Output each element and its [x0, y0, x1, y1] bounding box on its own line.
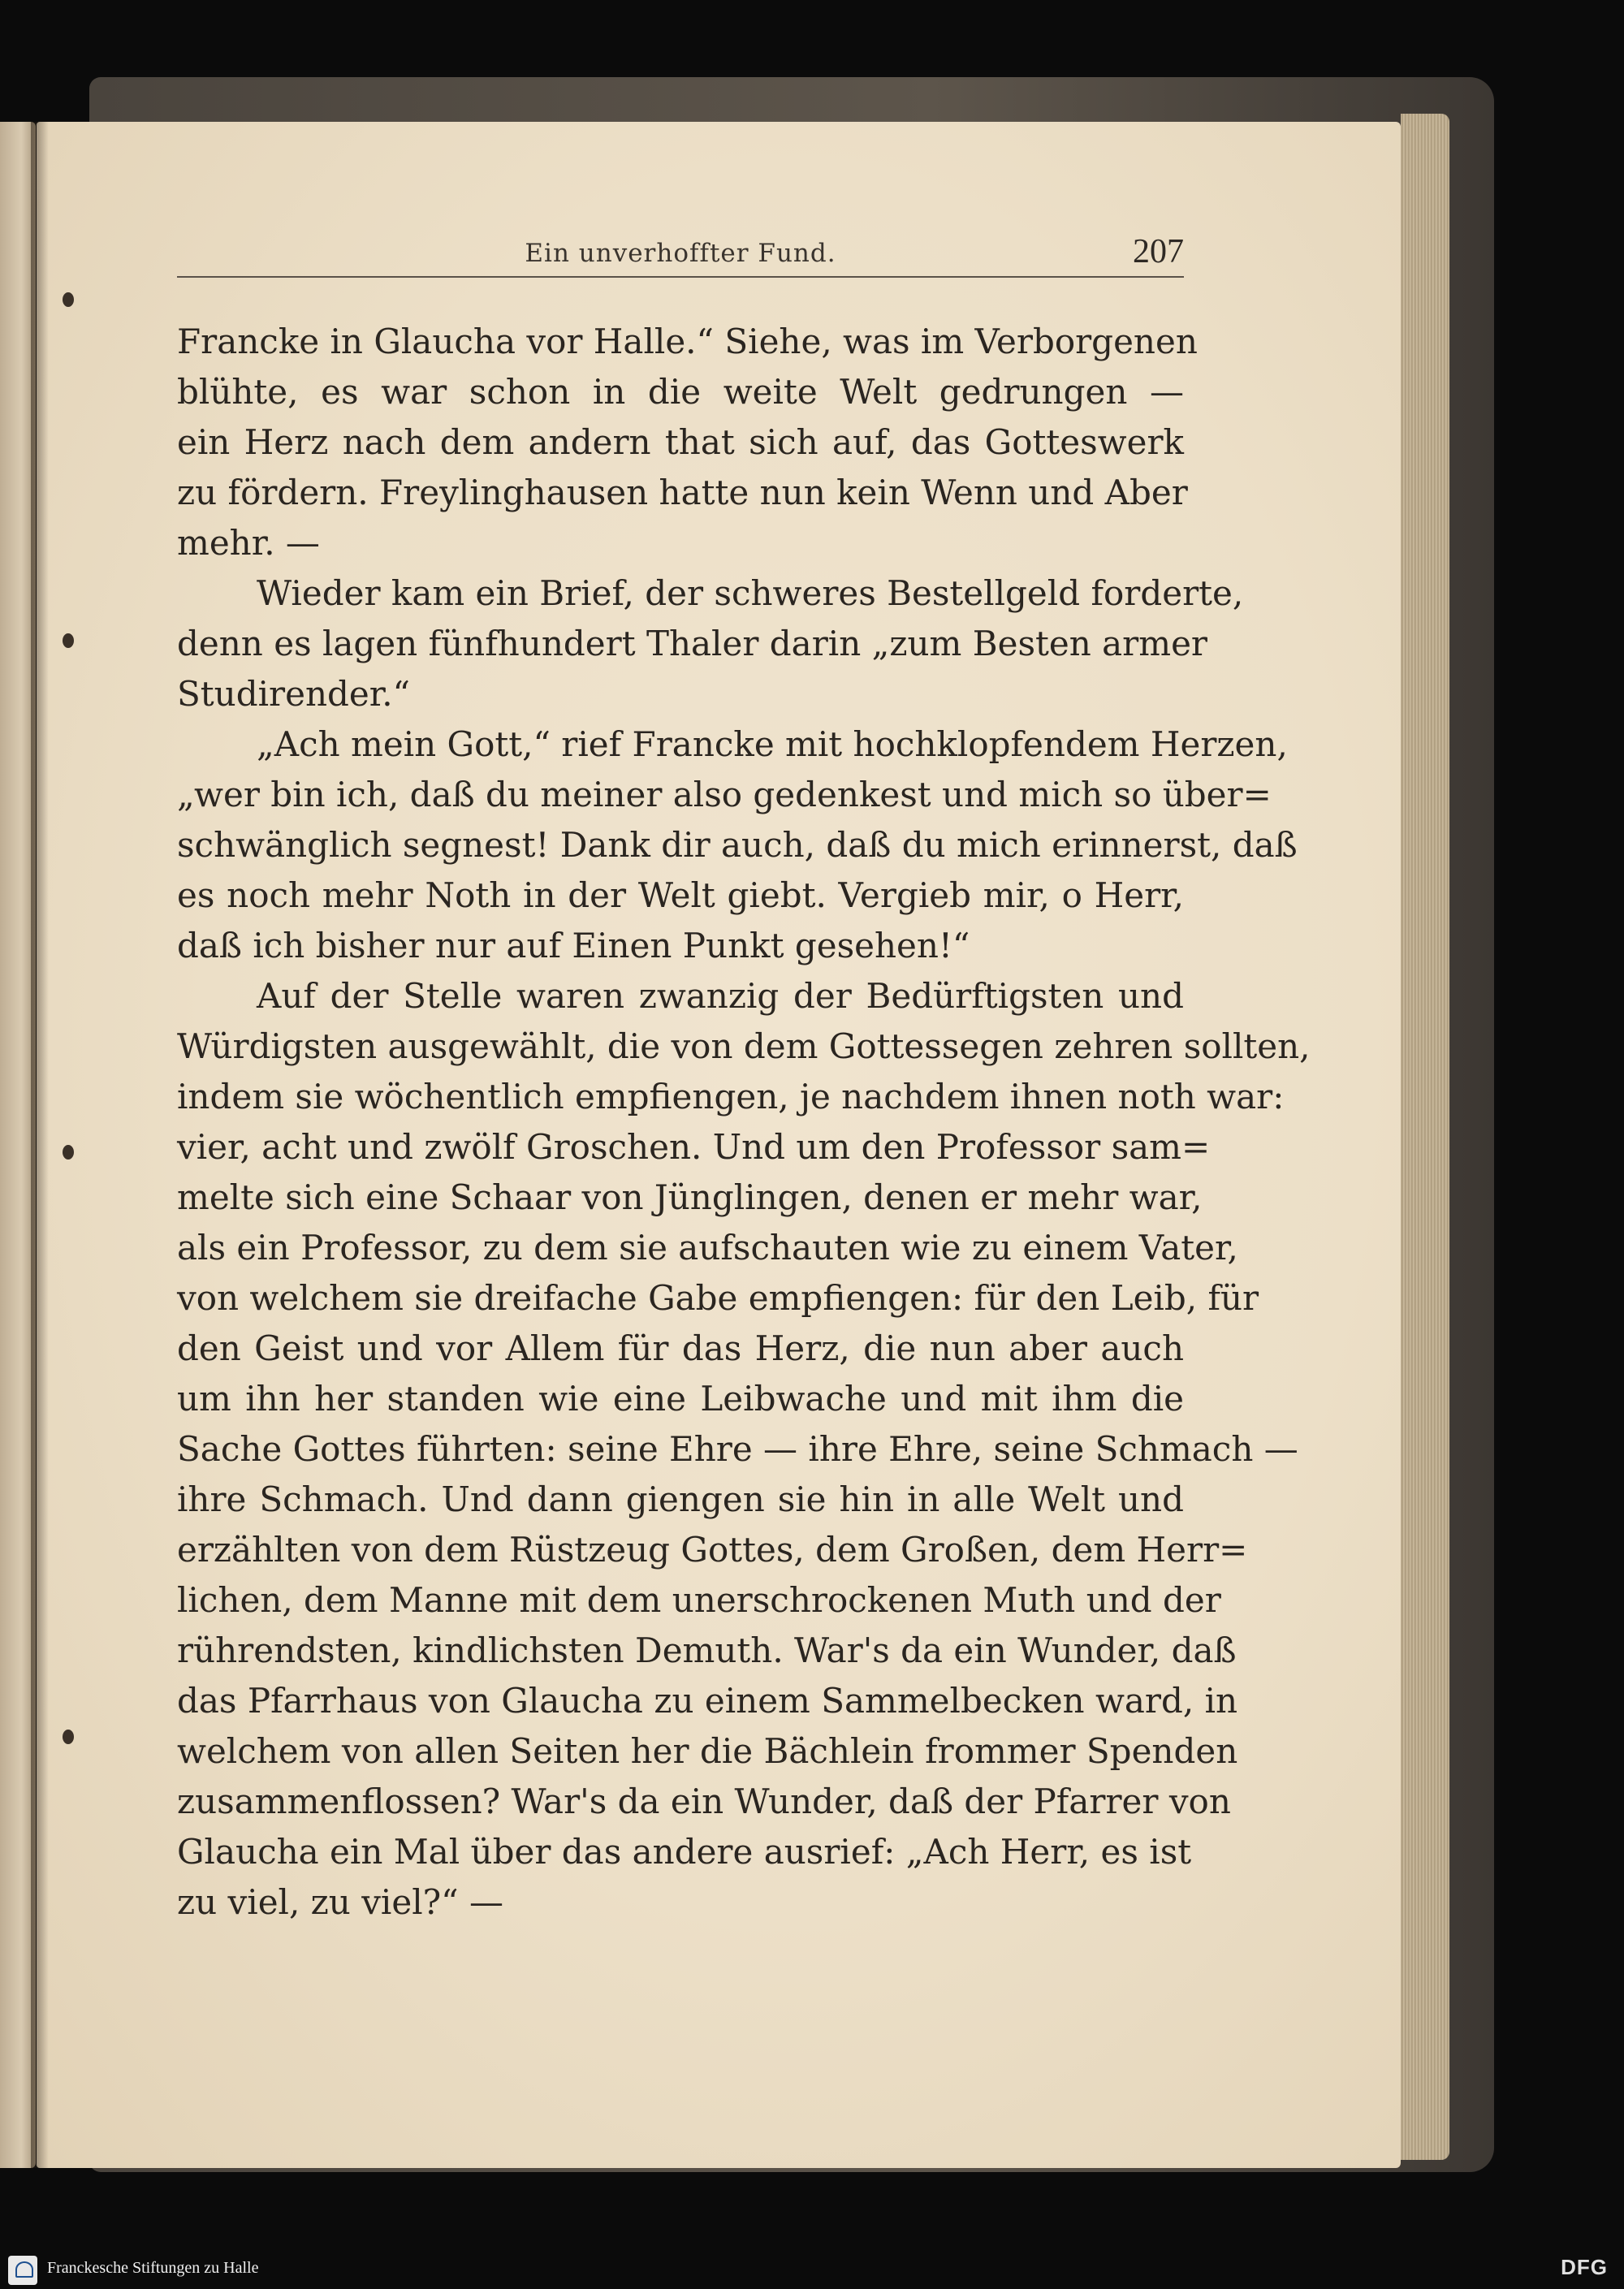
text-line: welchem von allen Seiten her die Bächlein frommer Spenden	[177, 1731, 1238, 1771]
page-edges	[1401, 114, 1449, 2160]
viewer-footer	[0, 2251, 1624, 2289]
text-line: zusammenflossen? War's da ein Wunder, daß der Pfarrer von	[177, 1782, 1231, 1821]
text-line: als ein Professor, zu dem sie aufschauten wie zu einem Vater,	[177, 1228, 1238, 1268]
text-line: Studirender.“	[177, 674, 411, 714]
text-line: es noch mehr Noth in der Welt giebt. Vergieb mir, o Herr,	[177, 875, 1184, 915]
body-text	[177, 317, 1311, 1928]
header-rule	[177, 276, 1184, 278]
text-line: melte sich eine Schaar von Jünglingen, denen er mehr war,	[177, 1177, 1203, 1217]
binding-hole	[63, 1145, 74, 1160]
text-line: um ihn her standen wie eine Leibwache und mit ihm die	[177, 1379, 1184, 1419]
binding-hole	[63, 1730, 74, 1744]
text-line: blühte, es war schon in die weite Welt gedrungen —	[177, 372, 1184, 412]
text-line: Würdigsten ausgewählt, die von dem Gottessegen zehren sollten,	[177, 1026, 1311, 1066]
running-head	[177, 232, 1184, 276]
page-number: 207	[1133, 233, 1184, 270]
text-line: Glaucha ein Mal über das andere ausrief: „Ach Herr, es ist	[177, 1832, 1192, 1872]
text-line: den Geist und vor Allem für das Herz, die nun aber auch	[177, 1328, 1184, 1368]
text-line: zu fördern. Freylinghausen hatte nun kein Wenn und Aber	[177, 473, 1188, 512]
text-line: Sache Gottes führten: seine Ehre — ihre Ehre, seine Schmach —	[177, 1429, 1298, 1469]
text-line: erzählten von dem Rüstzeug Gottes, dem Großen, dem Herr=	[177, 1530, 1248, 1570]
text-line: lichen, dem Manne mit dem unerschrockenen Muth und der	[177, 1580, 1221, 1620]
text-line: schwänglich segnest! Dank dir auch, daß du mich erinnerst, daß	[177, 825, 1298, 865]
institution-logo-icon	[8, 2256, 37, 2285]
text-line: „wer bin ich, daß du meiner also gedenkest und mich so über=	[177, 775, 1272, 814]
text-line: indem sie wöchentlich empfiengen, je nachdem ihnen noth war:	[177, 1077, 1285, 1116]
text-line: Wieder kam ein Brief, der schweres Bestellgeld forderte,	[257, 573, 1244, 613]
funder-logo: DFG	[1561, 2255, 1608, 2279]
gutter-shadow	[31, 122, 49, 2168]
binding-hole	[63, 633, 74, 648]
text-line: zu viel, zu viel?“ —	[177, 1882, 503, 1922]
text-line: vier, acht und zwölf Groschen. Und um den Professor sam=	[177, 1127, 1211, 1167]
text-line: rührendsten, kindlichsten Demuth. War's da ein Wunder, daß	[177, 1630, 1237, 1670]
text-line: Francke in Glaucha vor Halle.“ Siehe, was im Verborgenen	[177, 322, 1198, 361]
text-line: denn es lagen fünfhundert Thaler darin „zum Besten armer	[177, 624, 1208, 663]
footer-owner: Franckesche Stiftungen zu Halle	[47, 2259, 259, 2277]
text-line: das Pfarrhaus von Glaucha zu einem Sammelbecken ward, in	[177, 1681, 1238, 1721]
text-line: von welchem sie dreifache Gabe empfiengen: für den Leib, für	[177, 1278, 1259, 1318]
text-line: daß ich bisher nur auf Einen Punkt gesehen!“	[177, 926, 970, 965]
text-line: mehr. —	[177, 523, 320, 563]
text-line: ihre Schmach. Und dann giengen sie hin in alle Welt und	[177, 1479, 1184, 1519]
text-line: Auf der Stelle waren zwanzig der Bedürftigsten und	[257, 976, 1184, 1016]
binding-hole	[63, 292, 74, 307]
text-line: „Ach mein Gott,“ rief Francke mit hochklopfendem Herzen,	[257, 724, 1288, 764]
text-line: ein Herz nach dem andern that sich auf, das Gotteswerk	[177, 422, 1184, 462]
running-head-title: Ein unverhoffter Fund.	[525, 239, 836, 268]
